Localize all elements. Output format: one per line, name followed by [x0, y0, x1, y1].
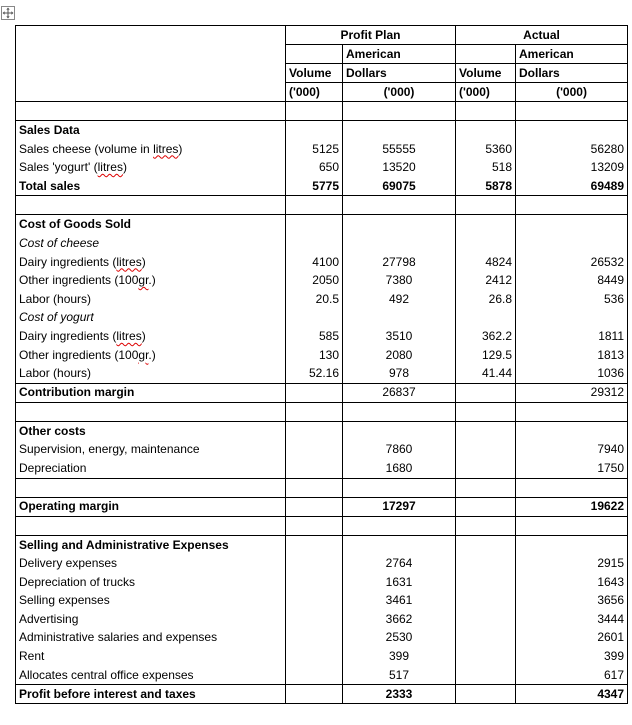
profit-before-tax-label: Profit before interest and taxes	[16, 685, 286, 704]
cogs-actual-dollars: 26532 8449 536 1811 1813 1036	[516, 215, 628, 383]
sga-item-label: Administrative salaries and expenses	[19, 630, 218, 645]
supervision-label: Supervision, energy, maintenance	[19, 442, 200, 457]
sga-title: Selling and Administrative Expenses	[19, 537, 229, 552]
spacer-row	[16, 478, 628, 497]
operating-margin-row	[16, 497, 628, 516]
actual-volume-header: Volume	[456, 64, 516, 83]
spacer-row	[16, 102, 628, 121]
cost-of-yogurt-subtitle: Cost of yogurt	[19, 310, 94, 325]
sales-plan-dollars: 55555 13520 69075	[343, 121, 456, 196]
sga-item-label: Advertising	[19, 611, 79, 626]
plan-volume-unit: ('000)	[286, 83, 343, 102]
yogurt-labor-label: Labor (hours)	[19, 366, 92, 381]
sga-item-label: Rent	[19, 649, 45, 664]
table-move-handle[interactable]	[1, 6, 15, 20]
cogs-block	[16, 215, 628, 383]
sales-yogurt-label: Sales 'yogurt' (litres)	[19, 160, 127, 175]
plan-american-header: American	[343, 45, 456, 64]
cogs-plan-dollars: 27798 7380 492 3510 2080 978	[343, 215, 456, 383]
yogurt-dairy-label: Dairy ingredients (litres)	[19, 328, 146, 343]
profit-before-tax-actual: 4347	[516, 685, 628, 704]
header-row-1	[16, 26, 628, 45]
other-costs-title: Other costs	[19, 423, 86, 438]
depreciation-label: Depreciation	[19, 460, 87, 475]
profit-plan-table	[15, 25, 628, 704]
cogs-labels	[16, 215, 286, 383]
sga-actual: 2915 1643 3656 3444 2601 399 617	[516, 535, 628, 685]
spacer-row	[16, 196, 628, 215]
cogs-title: Cost of Goods Sold	[19, 217, 131, 232]
total-sales-label: Total sales	[19, 178, 81, 193]
yogurt-other-label: Other ingredients (100gr.)	[19, 347, 156, 362]
operating-margin-label: Operating margin	[16, 497, 286, 516]
actual-volume-header-blank	[456, 45, 516, 64]
sga-item-label: Selling expenses	[19, 593, 110, 608]
other-costs-block	[16, 421, 628, 478]
other-costs-actual: 7940 1750	[516, 421, 628, 478]
header-blank	[16, 26, 286, 102]
sales-data-title: Sales Data	[19, 123, 80, 137]
sga-item-label: Allocates central office expenses	[19, 667, 194, 682]
actual-american-header: American	[516, 45, 628, 64]
cheese-other-label: Other ingredients (100gr.)	[19, 273, 156, 288]
actual-heading: Actual	[456, 26, 628, 45]
spacer-row	[16, 402, 628, 421]
cheese-dairy-label: Dairy ingredients (litres)	[19, 254, 146, 269]
sga-labels	[16, 535, 286, 685]
actual-volume-unit: ('000)	[456, 83, 516, 102]
sales-block	[16, 121, 628, 196]
plan-dollars-header: Dollars	[343, 64, 456, 83]
sga-item-label: Depreciation of trucks	[19, 574, 136, 589]
sales-actual-dollars: 56280 13209 69489	[516, 121, 628, 196]
sga-plan: 2764 1631 3461 3662 2530 399 517	[343, 535, 456, 685]
sales-plan-volume: 5125 650 5775	[286, 121, 343, 196]
sga-block	[16, 535, 628, 685]
actual-dollars-header: Dollars	[516, 64, 628, 83]
plan-volume-header: Volume	[286, 64, 343, 83]
plan-dollars-unit: ('000)	[343, 83, 456, 102]
profit-before-tax-plan: 2333	[343, 685, 456, 704]
plan-volume-header-blank	[286, 45, 343, 64]
sales-actual-volume: 5360 518 5878	[456, 121, 516, 196]
move-arrows-icon	[2, 7, 14, 19]
other-costs-labels	[16, 421, 286, 478]
contribution-margin-label: Contribution margin	[16, 383, 286, 402]
cheese-labor-label: Labor (hours)	[19, 291, 92, 306]
sga-item-label: Delivery expenses	[19, 556, 118, 571]
cogs-actual-volume: 4824 2412 26.8 362.2 129.5 41.44	[456, 215, 516, 383]
sales-cheese-label: Sales cheese (volume in litres)	[19, 141, 183, 156]
contribution-margin-plan: 26837	[343, 383, 456, 402]
operating-margin-plan: 17297	[343, 497, 456, 516]
actual-dollars-unit: ('000)	[516, 83, 628, 102]
profit-plan-heading: Profit Plan	[286, 26, 456, 45]
profit-before-tax-row	[16, 685, 628, 704]
sales-labels	[16, 121, 286, 196]
contribution-margin-row	[16, 383, 628, 402]
cogs-plan-volume: 4100 2050 20.5 585 130 52.16	[286, 215, 343, 383]
cost-of-cheese-subtitle: Cost of cheese	[19, 235, 100, 250]
contribution-margin-actual: 29312	[516, 383, 628, 402]
operating-margin-actual: 19622	[516, 497, 628, 516]
spacer-row	[16, 516, 628, 535]
other-costs-plan: 7860 1680	[343, 421, 456, 478]
